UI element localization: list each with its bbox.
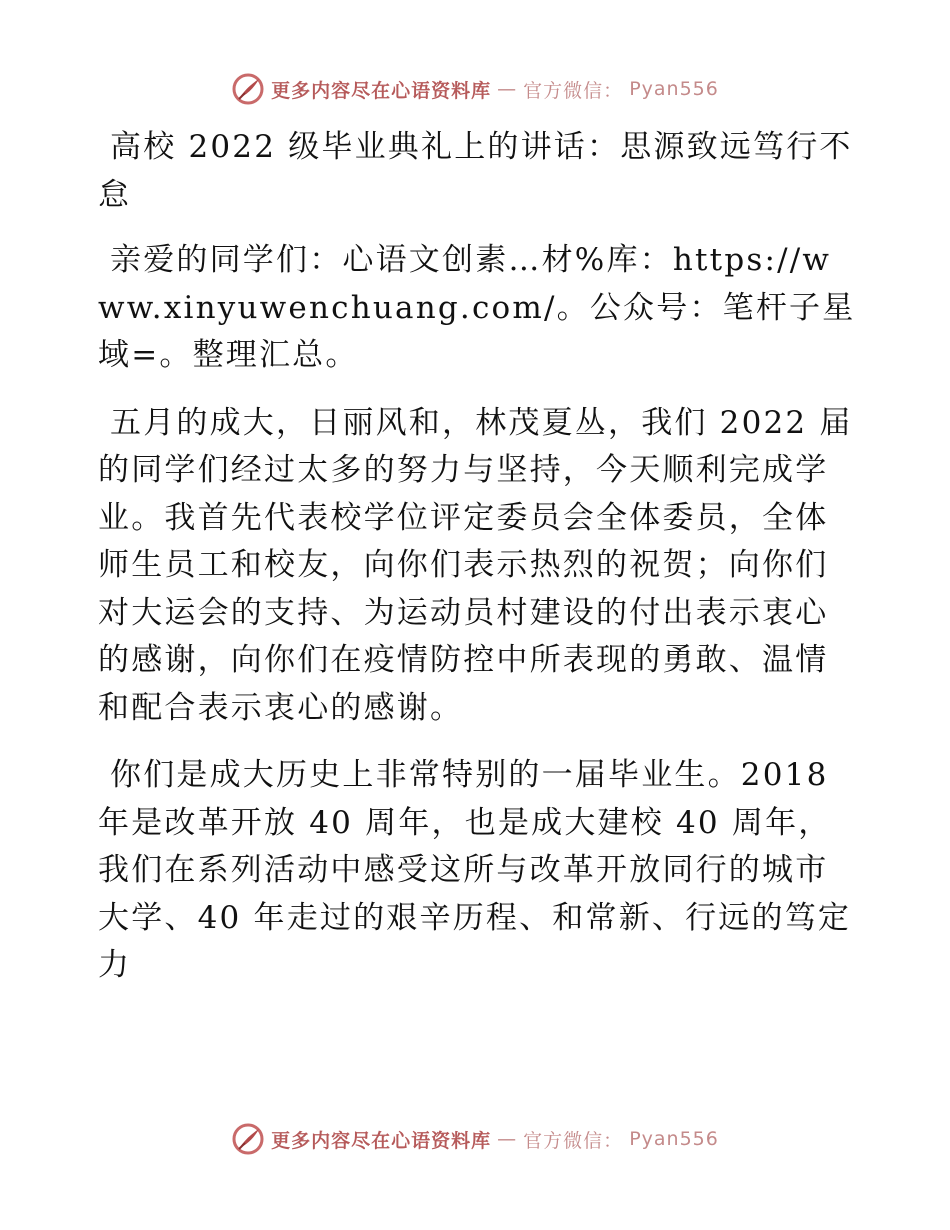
document-body (98, 124, 858, 1010)
watermark-sub-text: 官方微信： (523, 79, 624, 102)
watermark-main-text: 更多内容尽在心语资料库 (271, 1129, 492, 1152)
watermark-sub-text: 官方微信： (523, 1129, 624, 1152)
watermark-account: Pyan556 (629, 1128, 719, 1150)
watermark-dash: — (497, 78, 518, 100)
paragraph-1: 亲爱的同学们：心语文创素…材%库：https://www.xinyuwenchuang.com/。公众号：笔杆子星域=。整理汇总。 (98, 242, 856, 373)
watermark-dash: — (497, 1128, 518, 1150)
quill-feather-icon (231, 72, 265, 106)
watermark-main-text: 更多内容尽在心语资料库 (271, 79, 492, 102)
header-watermark (0, 72, 950, 106)
document-title: 高校 2022 级毕业典礼上的讲话：思源致远笃行不怠 (98, 129, 853, 213)
paragraph-2: 五月的成大，日丽风和，林茂夏丛，我们 2022 届的同学们经过太多的努力与坚持，今天顺利完成学业。我首先代表校学位评定委员会全体委员，全体师生员工和校友，向你们表示热烈的祝贺；向你们对大运会的支持、为运动员村建设的付出表示衷心的感谢，向你们在疫情防控中所表现的勇敢、温情和配合表示衷心的感谢。 (98, 404, 853, 726)
footer-watermark (0, 1122, 950, 1156)
quill-feather-icon (231, 1122, 265, 1156)
watermark-account: Pyan556 (629, 78, 719, 100)
paragraph-3: 你们是成大历史上非常特别的一届毕业生。2018 年是改革开放 40 周年，也是成大建校 40 周年，我们在系列活动中感受这所与改革开放同行的城市大学、40 年走过的艰辛历程、和常新、行远的笃定力 (98, 757, 852, 983)
